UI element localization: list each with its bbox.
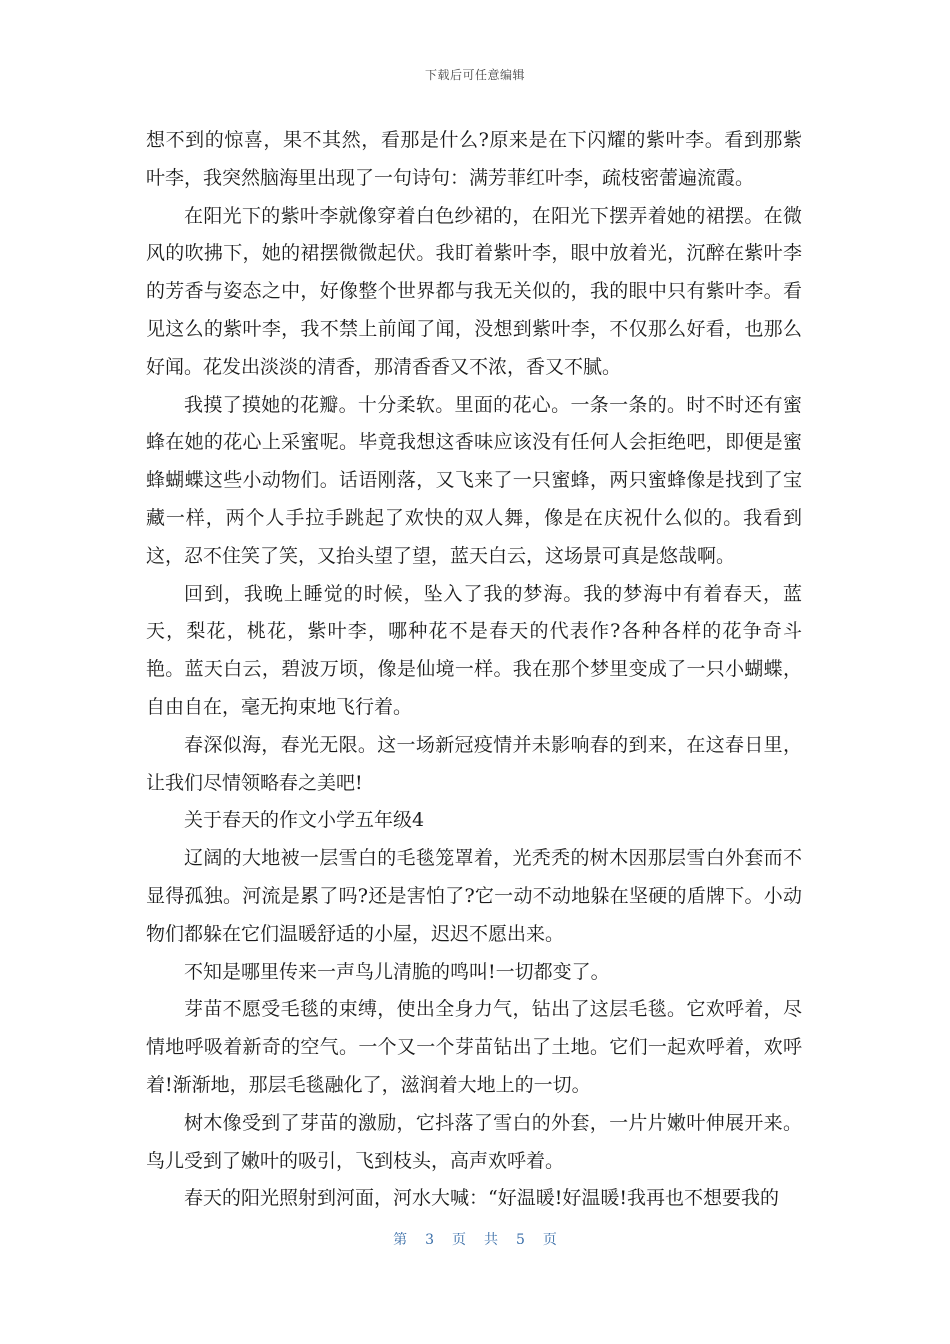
paragraph: 芽苗不愿受毛毯的束缚，使出全身力气，钻出了这层毛毯。它欢呼着，尽情地呼吸着新奇的空气。一个又一个芽苗钻出了土地。它们一起欢呼着，欢呼着!渐渐地，那层毛毯融化了，滋润着大地上的一切。	[146, 998, 802, 1096]
document-body	[146, 122, 802, 1218]
paragraph: 树木像受到了芽苗的激励，它抖落了雪白的外套，一片片嫩叶伸展开来。鸟儿受到了嫩叶的吸引，飞到枝头，高声欢呼着。	[146, 1111, 802, 1172]
paragraph: 回到，我晚上睡觉的时候，坠入了我的梦海。我的梦海中有着春天，蓝天，梨花，桃花，紫叶李，哪种花不是春天的代表作?各种各样的花争奇斗艳。蓝天白云，碧波万顷，像是仙境一样。我在那个梦里变成了一只小蝴蝶，自由自在，毫无拘束地飞行着。	[146, 582, 802, 718]
paragraph: 春深似海，春光无限。这一场新冠疫情并未影响春的到来，在这春日里，让我们尽情领略春之美吧!	[146, 733, 802, 794]
paragraph: 春天的阳光照射到河面，河水大喊：“好温暖!好温暖!我再也不想要我的	[184, 1187, 779, 1210]
page-footer	[0, 1229, 950, 1249]
paragraph: 在阳光下的紫叶李就像穿着白色纱裙的，在阳光下摆弄着她的裙摆。在微风的吹拂下，她的裙摆微微起伏。我盯着紫叶李，眼中放着光，沉醉在紫叶李的芳香与姿态之中，好像整个世界都与我无关似的，我的眼中只有紫叶李。看见这么的紫叶李，我不禁上前闻了闻，没想到紫叶李，不仅那么好看，也那么好闻。花发出淡淡的清香，那清香香又不浓，香又不腻。	[146, 204, 802, 378]
paragraph: 不知是哪里传来一声鸟儿清脆的鸣叫!一切都变了。	[184, 960, 610, 983]
paragraph: 我摸了摸她的花瓣。十分柔软。里面的花心。一条一条的。时不时还有蜜蜂在她的花心上采蜜呢。毕竟我想这香味应该没有任何人会拒绝吧，即便是蜜蜂蝴蝶这些小动物们。话语刚落，又飞来了一只蜜蜂，两只蜜蜂像是找到了宝藏一样，两个人手拉手跳起了欢快的双人舞，像是在庆祝什么似的。我看到这，忍不住笑了笑，又抬头望了望，蓝天白云，这场景可真是悠哉啊。	[146, 393, 802, 567]
page-header	[0, 66, 950, 83]
page-mid: 页共	[452, 1232, 516, 1248]
paragraph: 辽阔的大地被一层雪白的毛毯笼罩着，光秃秃的树木因那层雪白外套而不显得孤独。河流是累了吗?还是害怕了?它一动不动地躲在坚硬的盾牌下。小动物们都躲在它们温暖舒适的小屋，迟迟不愿出来。	[146, 847, 802, 945]
page-total: 5	[516, 1232, 525, 1248]
page-suffix: 页	[542, 1232, 557, 1248]
page-current: 3	[425, 1232, 434, 1248]
header-text: 下载后可任意编辑	[424, 68, 525, 82]
paragraph: 想不到的惊喜，果不其然，看那是什么?原来是在下闪耀的紫叶李。看到那紫叶李，我突然脑海里出现了一句诗句：满芳菲红叶李，疏枝密蕾遍流霞。	[146, 129, 802, 189]
page-prefix: 第	[393, 1232, 408, 1248]
section-heading: 关于春天的作文小学五年级4	[184, 809, 425, 832]
